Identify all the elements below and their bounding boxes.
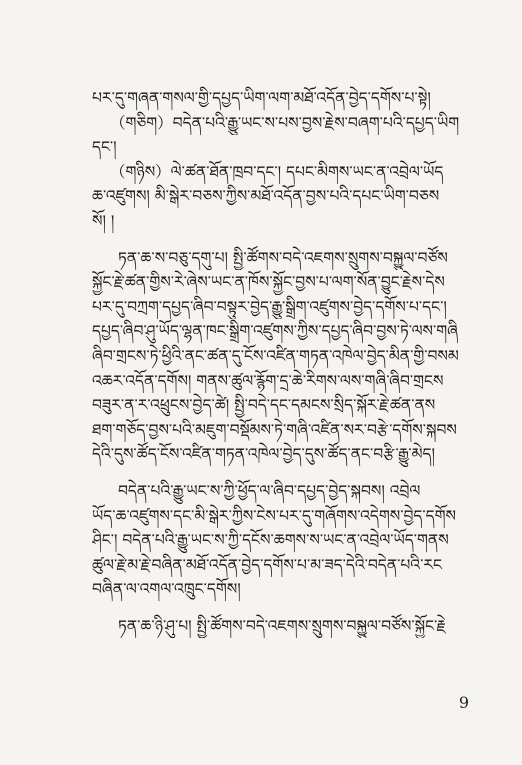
text-line: སྐྱོང་རྗེ་ཚན་གྱིས་རེ་ཞེས་ཡང་ན་ཁོས་སྐྱོང་བྱས་པ་ལག་སོན་བྱུང་རྗེས་དེས (92, 273, 445, 292)
text-line: ཞིབ་གྲངས་ཏེ་ཕྱིའི་ནང་ཚན་དུ་ངོས་འཛིན་གཏན་འཁེལ་བྱེད་མིན་གྱི་བསམ (92, 346, 459, 365)
text-line: པར་དུ་བཀྲག་དཔྱད་ཞིབ་བསྟུར་བྱེད་རྒྱུ་སྒྲིག་འཛུགས་བྱེད་དགོས་པ་དང་། (92, 297, 447, 316)
text-line: ཐག་གཅོད་བྱས་པའི་མཇུག་བསྡོམས་ཏེ་གཞི་འཛིན་སར་བརྩེ་དགོས་སྐབས (92, 420, 457, 439)
text-line: ཆ་འཛུགས། མི་སྒེར་བཅས་ཀྱིས་མཐོ་འདོན་བྱས་པའི་དཔང་ཡིག་བཅས (92, 187, 440, 206)
text-line: （གཅིག）བདེན་པའི་རྒྱུ་ཡང་ས་པས་བྱས་རྗེས་བཞག་པའི་དཔྱད་ཡིག (110, 113, 460, 132)
text-line: བཞིན་ལ་འགལ་འཁྲུང་དགོས། (92, 580, 241, 599)
text-line: དཔྱད་ཞིབ་ཤུ་ཡོད་ལྷན་ཁང་སྒྲིག་འཛུགས་ཀྱིས་དཔྱད་ཞིབ་བྱས་ཏེ་ལས་གཞི (92, 322, 458, 341)
text-line: དང་། (92, 138, 117, 157)
body-text (92, 86, 464, 638)
text-line: དེའི་དུས་ཚོད་ངོས་འཛིན་གཏན་འཁེལ་བྱེད་དུས་ཚོད་ནང་བརྩི་རྒྱུ་མེད། (92, 445, 435, 464)
text-line: （གཉིས）ལེ་ཚན་ཐོན་ཁྲབ་དང་། དཔང་མིགས་ཡང་ན་འབྲེལ་ཡོད (110, 162, 444, 181)
text-line: ཏན་ཆ་ས་བཅུ་དགུ་པ། སྤྱི་ཚོགས་བདེ་འཇགས་སྲུགས་བསྐྱུལ་བཙོས (118, 248, 448, 267)
text-line: ཚུལ་རྗེ་མ་རྗེ་བཞིན་མཐོ་འདོན་བྱེད་དགོས་པ་མ་ཟད་དེའི་བདེན་པའི་རང (92, 555, 442, 574)
text-line: བཟུར་ན་ར་འཕྲུངས་བྱེད་ཚེ། སྤྱི་བདེ་དང་དམངས་སྲིད་སྐོར་རྗེ་ཚན་ནས (92, 396, 436, 415)
text-line: འཆར་འདོན་དགོས། གནས་ཚུལ་རྙོག་དྲ་ཆེ་རིགས་ལས་གཞི་ཞིབ་གྲངས (92, 371, 444, 390)
text-line: བདེན་པའི་རྒྱུ་ཡང་ས་ཀྱི་ཕྱོད་ལ་ཞིབ་དཔྱད་བྱེད་སྐབས། འབྲེལ (118, 481, 421, 500)
text-line: ཡོད་ཆ་འཛུགས་དང་མི་སྒེར་ཀྱིས་ངེས་པར་དུ་གཞོགས་འདེགས་བྱེད་དགོས (92, 506, 457, 525)
text-line: ཏན་ཆ་ཉི་ཤུ་པ། སྤྱི་ཚོགས་བདེ་འཇགས་སྲུགས་བསྐྱུལ་བཙོས་སྐྱོང་རྗེ (118, 616, 446, 635)
page-number: 9 (458, 693, 469, 712)
text-line: པར་དུ་གཞན་གསལ་གྱི་དཔྱད་ཡིག་ལག་མཐོ་འདོན་བྱེད་དགོས་པ་སྟེ། (92, 89, 431, 107)
text-line: ཤིང་། བདེན་པའི་རྒྱུ་ཡང་ས་ཀྱི་དངོས་ཆགས་ས་ཡང་ན་འབྲེལ་ཡོད་གནས (92, 531, 449, 550)
text-line: སོ། ། (92, 211, 115, 230)
